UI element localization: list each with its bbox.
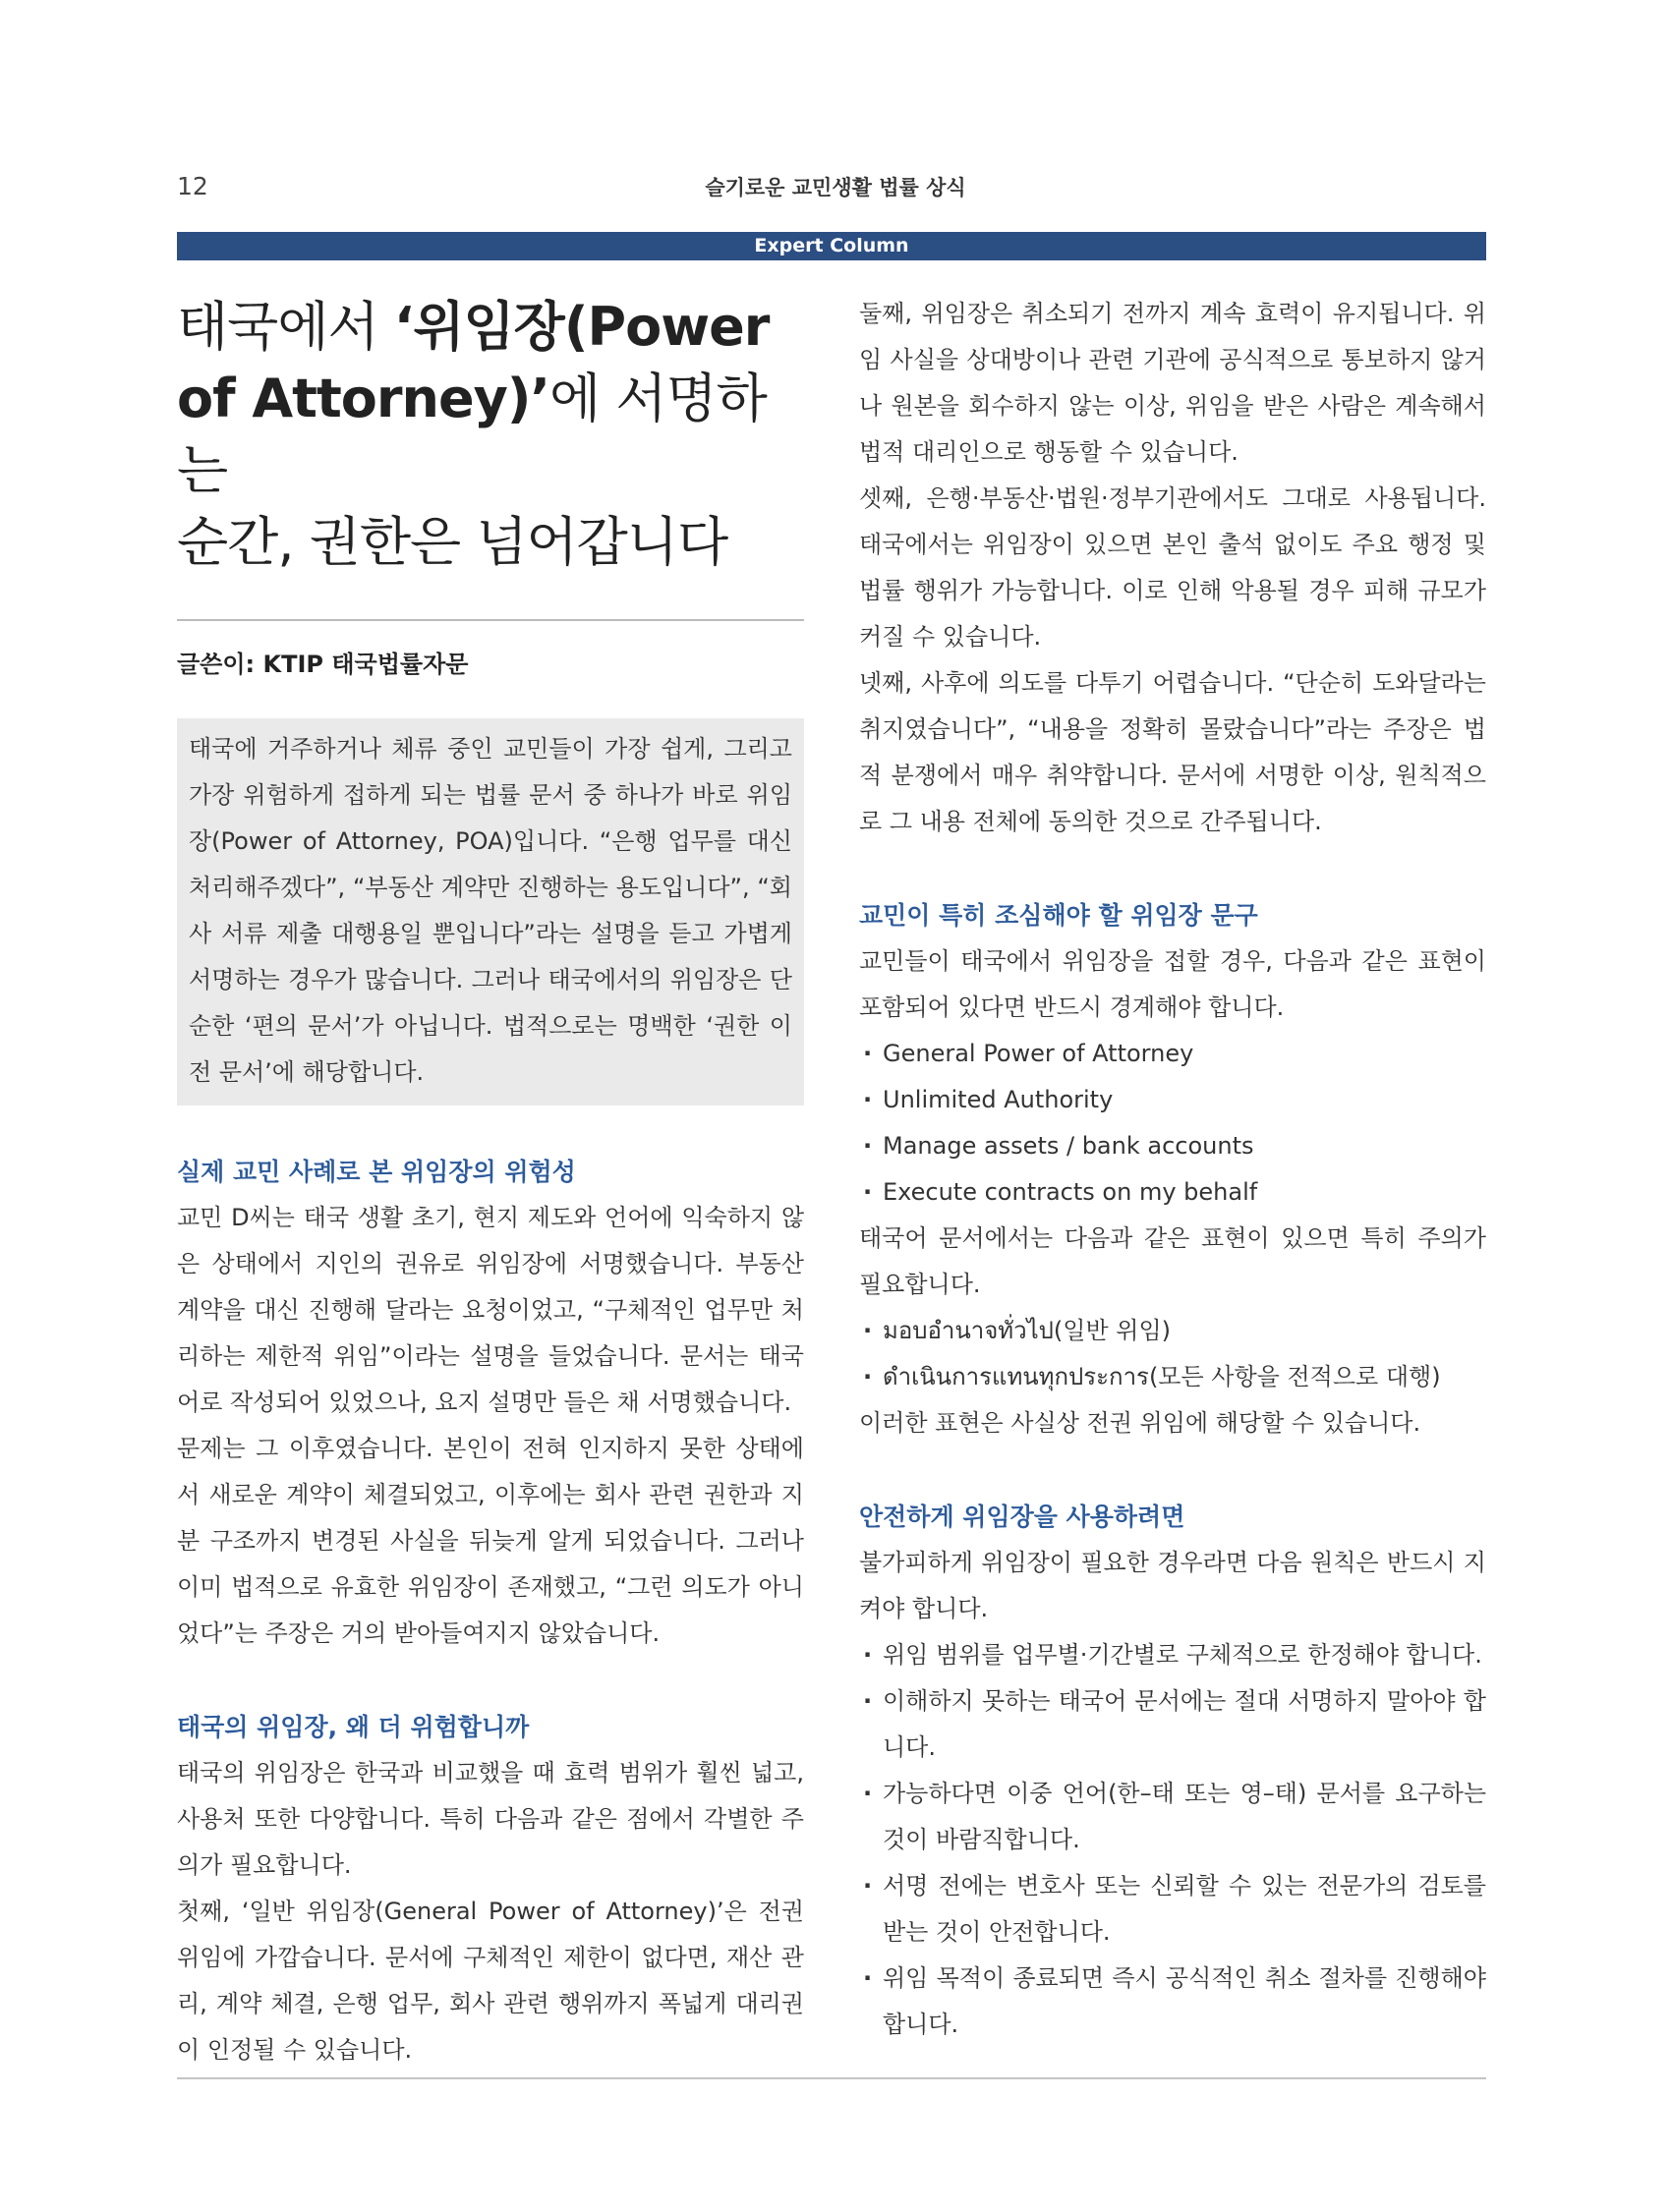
thai-phrase-list	[859, 1308, 1486, 1400]
list-item: · มอบอำนาจทั่วไป(일반 위임)	[859, 1308, 1486, 1354]
section-band: Expert Column	[177, 232, 1486, 260]
risk-paragraph-fourth: 넷째, 사후에 의도를 다투기 어렵습니다. “단순히 도와달라는 취지였습니다”, “내용을 정확히 몰랐습니다”라는 주장은 법적 분쟁에서 매우 취약합니다. 문서에 서명한 이상, 원칙적으로 그 내용 전체에 동의한 것으로 간주됩니다.	[859, 669, 1486, 835]
lead-box	[177, 718, 804, 1106]
section-heading-safety: 안전하게 위임장을 사용하려면	[859, 1503, 1185, 1531]
left-column	[177, 291, 804, 2073]
title-line2-bold: of Attorney)’	[177, 368, 550, 429]
running-title: 슬기로운 교민생활 법률 상식	[705, 176, 966, 199]
section-heading-case: 실제 교민 사례로 본 위임장의 위험성	[177, 1158, 576, 1186]
list-item: · ดำเนินการแทนทุกประการ(모든 사항을 전적으로 대행)	[859, 1354, 1486, 1400]
case-paragraph-2: 문제는 그 이후였습니다. 본인이 전혀 인지하지 못한 상태에서 새로운 계약이 체결되었고, 이후에는 회사 관련 권한과 지분 구조까지 변경된 사실을 뒤늦게 알게 되었습니다. 그러나 이미 법적으로 유효한 위임장이 존재했고, “그런 의도가 아니었다”는 주장은 거의 받아들여지지 않았습니다.	[177, 1435, 804, 1647]
footer-divider	[177, 2077, 1486, 2079]
thai-phrases-intro: 태국어 문서에서는 다음과 같은 표현이 있으면 특히 주의가 필요합니다.	[859, 1224, 1486, 1298]
risk-paragraph-third: 셋째, 은행·부동산·법원·정부기관에서도 그대로 사용됩니다. 태국에서는 위임장이 있으면 본인 출석 없이도 주요 행정 및 법률 행위가 가능합니다. 이로 인해 악용될 경우 피해 규모가 커질 수 있습니다.	[859, 484, 1486, 651]
list-item: · 서명 전에는 변호사 또는 신뢰할 수 있는 전문가의 검토를 받는 것이 안전합니다.	[859, 1863, 1486, 1956]
phrases-intro: 교민들이 태국에서 위임장을 접할 경우, 다음과 같은 표현이 포함되어 있다면 반드시 경계해야 합니다.	[859, 947, 1486, 1021]
safety-rule-list	[859, 1632, 1486, 2048]
section-heading-phrases: 교민이 특히 조심해야 할 위임장 문구	[859, 901, 1258, 930]
list-item: · 가능하다면 이중 언어(한–태 또는 영–태) 문서를 요구하는 것이 바람직합니다.	[859, 1771, 1486, 1863]
list-item: · 위임 목적이 종료되면 즉시 공식적인 취소 절차를 진행해야 합니다.	[859, 1956, 1486, 2048]
title-divider	[177, 619, 804, 621]
phrases-conclusion: 이러한 표현은 사실상 전권 위임에 해당할 수 있습니다.	[859, 1409, 1421, 1437]
list-item: · 이해하지 못하는 태국어 문서에는 절대 서명하지 말아야 합니다.	[859, 1678, 1486, 1771]
title-line3: 순간, 권한은 넘어갑니다	[177, 511, 728, 573]
list-item: · 위임 범위를 업무별·기간별로 구체적으로 한정해야 합니다.	[859, 1632, 1486, 1678]
list-item: · Unlimited Authority	[859, 1077, 1486, 1123]
title-line2-post: 에 서명하는	[177, 368, 767, 501]
list-item: · Execute contracts on my behalf	[859, 1169, 1486, 1216]
page-number: 12	[177, 172, 208, 200]
section-heading-risk: 태국의 위임장, 왜 더 위험합니까	[177, 1713, 530, 1741]
list-item: · General Power of Attorney	[859, 1031, 1486, 1077]
title-line1-bold: ‘위임장(Power	[393, 296, 770, 358]
risk-paragraph-first: 첫째, ‘일반 위임장(General Power of Attorney)’은 전권 위임에 가깝습니다. 문서에 구체적인 제한이 없다면, 재산 관리, 계약 체결, 은행 업무, 회사 관련 행위까지 폭넓게 대리권이 인정될 수 있습니다.	[177, 1898, 804, 2064]
article-title	[177, 291, 804, 578]
right-column	[859, 291, 1486, 2048]
author-byline: 글쓴이: KTIP 태국법률자문	[177, 651, 469, 678]
safety-intro: 불가피하게 위임장이 필요한 경우라면 다음 원칙은 반드시 지켜야 합니다.	[859, 1549, 1486, 1622]
risk-paragraph-1: 태국의 위임장은 한국과 비교했을 때 효력 범위가 훨씬 넓고, 사용처 또한 다양합니다. 특히 다음과 같은 점에서 각별한 주의가 필요합니다.	[177, 1759, 804, 1879]
english-phrase-list	[859, 1031, 1486, 1216]
risk-paragraph-second: 둘째, 위임장은 취소되기 전까지 계속 효력이 유지됩니다. 위임 사실을 상대방이나 관련 기관에 공식적으로 통보하지 않거나 원본을 회수하지 않는 이상, 위임을 받은 사람은 계속해서 법적 대리인으로 행동할 수 있습니다.	[859, 300, 1486, 466]
list-item: · Manage assets / bank accounts	[859, 1123, 1486, 1169]
lead-paragraph: 태국에 거주하거나 체류 중인 교민들이 가장 쉽게, 그리고 가장 위험하게 접하게 되는 법률 문서 중 하나가 바로 위임장(Power of Attorney, POA)입니다. “은행 업무를 대신 처리해주겠다”, “부동산 계약만 진행하는 용도입니다”, “회사 서류 제출 대행용일 뿐입니다”라는 설명을 듣고 가볍게 서명하는 경우가 많습니다. 그러나 태국에서의 위임장은 단순한 ‘편의 문서’가 아닙니다. 법적으로는 명백한 ‘권한 이전 문서’에 해당합니다.	[189, 735, 792, 1086]
case-paragraph-1: 교민 D씨는 태국 생활 초기, 현지 제도와 언어에 익숙하지 않은 상태에서 지인의 권유로 위임장에 서명했습니다. 부동산 계약을 대신 진행해 달라는 요청이었고, “구체적인 업무만 처리하는 제한적 위임”이라는 설명을 들었습니다. 문서는 태국어로 작성되어 있었으나, 요지 설명만 들은 채 서명했습니다.	[177, 1204, 804, 1416]
title-line1-pre: 태국에서	[177, 296, 394, 358]
